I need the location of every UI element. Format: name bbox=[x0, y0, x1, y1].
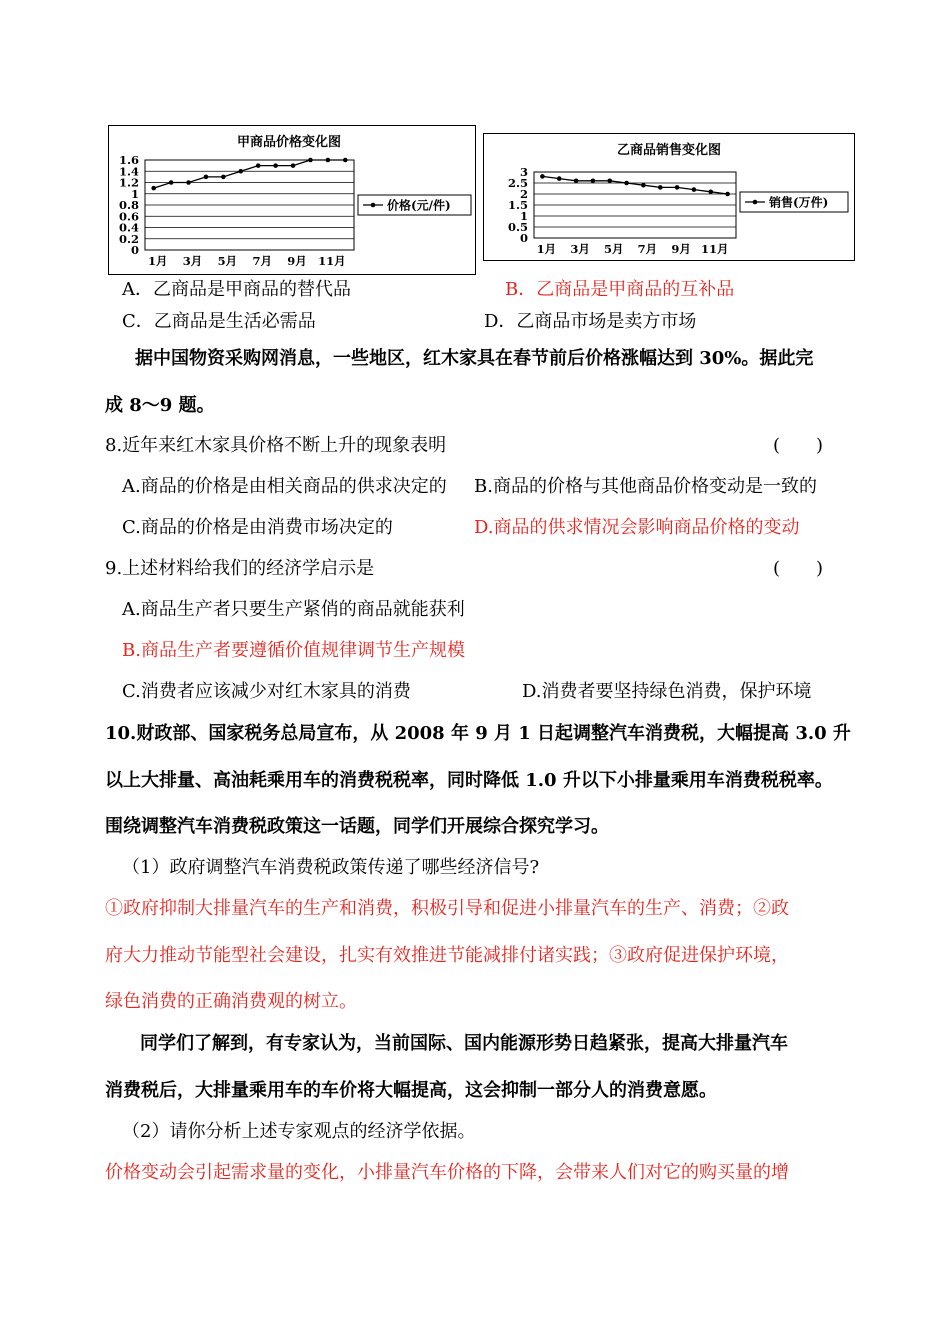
q10-answer-2-line-1: 价格变动会引起需求量的变化，小排量汽车价格的下降，会带来人们对它的购买量的增 bbox=[105, 1162, 789, 1183]
y-tick-label: 1.5 bbox=[507, 198, 528, 212]
data-point bbox=[343, 158, 348, 163]
q10-material-2-line-1: 同学们了解到，有专家认为，当前国际、国内能源形势日趋紧张，提高大排量汽车 bbox=[140, 1033, 788, 1054]
q10-sub-question-2: （2）请你分析上述专家观点的经济学依据。 bbox=[122, 1121, 476, 1142]
chart-price-jia bbox=[108, 125, 476, 275]
y-tick-label: 0.4 bbox=[118, 220, 139, 235]
q9-stem: 9.上述材料给我们的经济学启示是 bbox=[105, 558, 375, 579]
y-tick-label: 1 bbox=[130, 186, 139, 201]
y-tick-label: 0.6 bbox=[118, 209, 139, 224]
data-point bbox=[574, 179, 579, 184]
data-point bbox=[256, 163, 261, 168]
y-tick-label: 0.8 bbox=[118, 198, 139, 212]
q10-stem-line-3: 围绕调整汽车消费税政策这一话题，同学们开展综合探究学习。 bbox=[105, 816, 609, 837]
q10-sub-question-1: （1）政府调整汽车消费税政策传递了哪些经济信号? bbox=[122, 857, 540, 878]
data-point bbox=[607, 179, 612, 184]
chart-sales-yi bbox=[483, 133, 855, 261]
data-point bbox=[624, 181, 629, 186]
data-point bbox=[169, 180, 174, 185]
q10-stem-line-1: 10.财政部、国家税务总局宣布，从 2008 年 9 月 1 日起调整汽车消费税，大幅提高 3.0 升 bbox=[105, 723, 851, 744]
x-tick-label: 5月 bbox=[217, 254, 238, 268]
q10-stem-line-2: 以上大排量、高油耗乘用车的消费税税率，同时降低 1.0 升以下小排量乘用车消费税税率。 bbox=[105, 770, 833, 791]
q10-answer-1-line-3: 绿色消费的正确消费观的树立。 bbox=[105, 991, 357, 1012]
material-intro-line-1: 据中国物资采购网消息，一些地区，红木家具在春节前后价格涨幅达到 30%。据此完 bbox=[135, 348, 814, 369]
legend-label: 销售(万件) bbox=[769, 195, 829, 210]
x-tick-label: 5月 bbox=[603, 242, 624, 256]
legend-marker bbox=[371, 203, 376, 208]
x-tick-label: 7月 bbox=[252, 254, 272, 268]
y-tick-label: 2 bbox=[519, 187, 528, 201]
chart-title: 甲商品价格变化图 bbox=[236, 135, 342, 150]
chart-title: 乙商品销售变化图 bbox=[616, 143, 722, 158]
legend-marker bbox=[753, 200, 758, 205]
material-intro-line-2: 成 8～9 题。 bbox=[105, 395, 215, 416]
series-line bbox=[542, 176, 727, 194]
chart-sales-yi-svg bbox=[484, 134, 854, 260]
x-tick-label: 7月 bbox=[637, 242, 658, 256]
y-tick-label: 3 bbox=[519, 165, 528, 179]
data-point bbox=[641, 183, 646, 188]
x-tick-label: 9月 bbox=[287, 254, 307, 268]
q8-stem: 8.近年来红木家具价格不断上升的现象表明 bbox=[105, 435, 447, 456]
x-tick-label: 1月 bbox=[147, 254, 168, 268]
data-point bbox=[186, 180, 191, 185]
data-point bbox=[238, 169, 243, 174]
data-point bbox=[308, 158, 313, 163]
x-tick-label: 3月 bbox=[182, 254, 203, 268]
q10-answer-1-line-2: 府大力推动节能型社会建设，扎实有效推进节能减排付诸实践；③政府促进保护环境， bbox=[105, 945, 789, 966]
y-tick-label: 0.5 bbox=[507, 220, 528, 234]
q8-option-b: B.商品的价格与其他商品价格变动是一致的 bbox=[474, 476, 817, 497]
q7-option-d: D．乙商品市场是卖方市场 bbox=[484, 311, 697, 332]
data-point bbox=[557, 176, 562, 181]
series-line bbox=[154, 160, 346, 188]
data-point bbox=[725, 192, 730, 197]
data-point bbox=[291, 163, 296, 168]
data-point bbox=[708, 190, 713, 195]
data-point bbox=[675, 185, 680, 190]
q9-option-b: B.商品生产者要遵循价值规律调节生产规模 bbox=[122, 640, 465, 661]
data-point bbox=[540, 174, 545, 179]
data-point bbox=[692, 187, 697, 192]
data-point bbox=[151, 186, 156, 191]
x-tick-label: 1月 bbox=[536, 242, 557, 256]
q8-option-c: C.商品的价格是由消费市场决定的 bbox=[122, 517, 393, 538]
data-point bbox=[591, 179, 596, 184]
q10-material-2-line-2: 消费税后，大排量乘用车的车价将大幅提高，这会抑制一部分人的消费意愿。 bbox=[105, 1080, 717, 1101]
q7-option-b: B．乙商品是甲商品的互补品 bbox=[505, 279, 735, 300]
chart-price-jia-svg bbox=[109, 126, 475, 274]
x-tick-label: 11月 bbox=[318, 254, 346, 268]
q8-option-a: A.商品的价格是由相关商品的供求决定的 bbox=[122, 476, 447, 497]
data-point bbox=[658, 185, 663, 190]
x-tick-label: 11月 bbox=[700, 242, 729, 256]
q8-answer-paren: ( ) bbox=[773, 435, 824, 456]
y-tick-label: 1.4 bbox=[118, 164, 139, 179]
data-point bbox=[204, 175, 209, 180]
q7-option-c: C．乙商品是生活必需品 bbox=[122, 311, 316, 332]
q9-answer-paren: ( ) bbox=[773, 558, 824, 579]
data-point bbox=[221, 175, 226, 180]
x-tick-label: 3月 bbox=[570, 242, 590, 256]
q9-option-c: C.消费者应该减少对红木家具的消费 bbox=[122, 681, 411, 702]
q8-option-d: D.商品的供求情况会影响商品价格的变动 bbox=[474, 517, 800, 538]
q7-option-a: A．乙商品是甲商品的替代品 bbox=[122, 279, 351, 300]
q9-option-d: D.消费者要坚持绿色消费，保护环境 bbox=[522, 681, 812, 702]
q10-answer-1-line-1: ①政府抑制大排量汽车的生产和消费，积极引导和促进小排量汽车的生产、消费；②政 bbox=[105, 898, 789, 919]
y-tick-label: 1 bbox=[519, 209, 528, 223]
y-tick-label: 0 bbox=[519, 231, 528, 245]
y-tick-label: 0 bbox=[130, 243, 139, 257]
legend-label: 价格(元/件) bbox=[387, 198, 451, 213]
y-tick-label: 1.2 bbox=[118, 175, 139, 190]
q9-option-a: A.商品生产者只要生产紧俏的商品就能获利 bbox=[122, 599, 465, 620]
x-tick-label: 9月 bbox=[671, 242, 691, 256]
data-point bbox=[273, 163, 278, 168]
y-tick-label: 2.5 bbox=[507, 176, 528, 190]
y-tick-label: 1.6 bbox=[118, 153, 139, 167]
data-point bbox=[326, 158, 331, 163]
y-tick-label: 0.2 bbox=[118, 231, 139, 246]
